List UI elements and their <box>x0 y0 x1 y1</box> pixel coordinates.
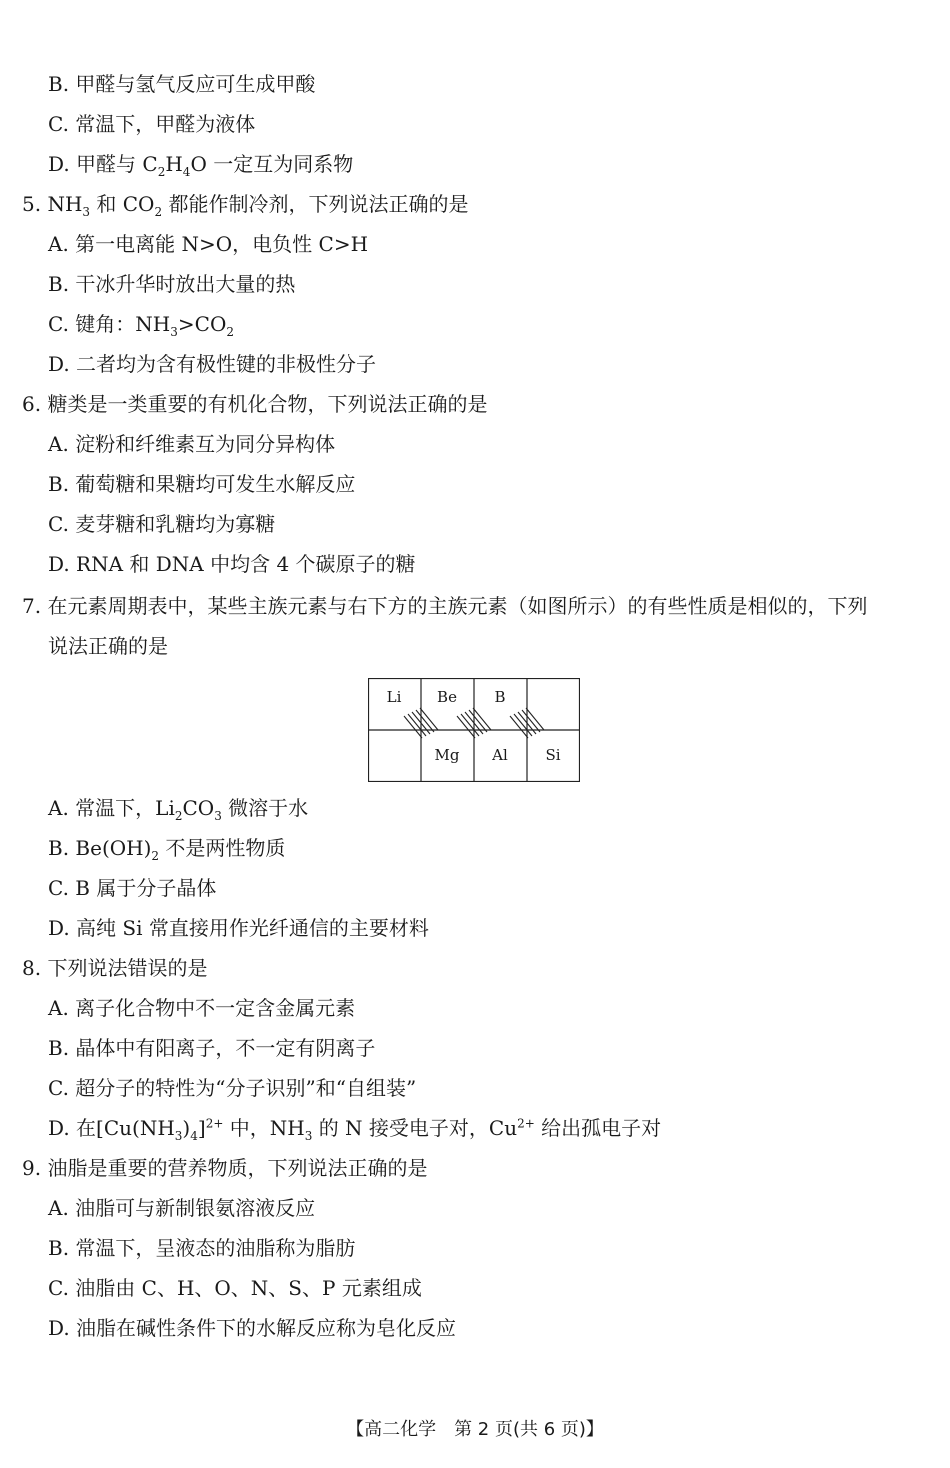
q9-option-b: B. 常温下，呈液态的油脂称为脂肪 <box>48 1236 356 1260</box>
q6-stem: 6. 糖类是一类重要的有机化合物，下列说法正确的是 <box>22 392 488 416</box>
q9-option-c: C. 油脂由 C、H、O、N、S、P 元素组成 <box>48 1276 422 1300</box>
cell-empty-bottom <box>368 730 420 782</box>
q5-option-b: B. 干冰升华时放出大量的热 <box>48 272 296 296</box>
q7-option-d: D. 高纯 Si 常直接用作光纤通信的主要材料 <box>48 916 429 940</box>
q4-option-c: C. 常温下，甲醛为液体 <box>48 112 256 136</box>
q9-stem: 9. 油脂是重要的营养物质，下列说法正确的是 <box>22 1156 428 1180</box>
q7-option-c: C. B 属于分子晶体 <box>48 876 217 900</box>
page-footer: 【高二化学 第 2 页(共 6 页)】 <box>346 1419 604 1440</box>
q7-option-a: A. 常温下，$Li_2CO_3$ 微溶于水 <box>48 796 309 823</box>
cell-b: B <box>494 688 506 706</box>
q5-option-c: C. 键角：$NH_3>CO_2$ <box>48 312 234 339</box>
q7-option-b: B. $Be(OH)_2$ 不是两性物质 <box>48 836 286 863</box>
q8-stem: 8. 下列说法错误的是 <box>22 956 208 980</box>
cell-empty-top <box>527 678 579 730</box>
q8-option-c: C. 超分子的特性为“分子识别”和“自组装” <box>48 1076 417 1100</box>
q6-option-d: D. RNA 和 DNA 中均含 4 个碳原子的糖 <box>48 552 416 576</box>
cell-be: Be <box>437 688 457 706</box>
q7-stem: 7. 在元素周期表中，某些主族元素与右下方的主族元素（如图所示）的有些性质是相似的，下列 <box>22 594 868 618</box>
q9-option-a: A. 油脂可与新制银氨溶液反应 <box>48 1196 316 1220</box>
q8-option-d: D. 在$[Cu(NH_3)_4]^{2+}$ 中，$NH_3$ 的 N 接受电子对，$Cu^{2+}$ 给出孤电子对 <box>48 1116 662 1143</box>
periodic-table-diagram <box>368 678 580 782</box>
q8-option-b: B. 晶体中有阳离子，不一定有阴离子 <box>48 1036 376 1060</box>
cell-mg: Mg <box>434 746 460 764</box>
q5-option-a: A. 第一电离能 N>O，电负性 C>H <box>48 232 369 256</box>
cell-li: Li <box>386 688 402 706</box>
q6-option-b: B. 葡萄糖和果糖均可发生水解反应 <box>48 472 356 496</box>
q5-option-d: D. 二者均为含有极性键的非极性分子 <box>48 352 377 376</box>
cell-si: Si <box>545 746 561 764</box>
q7-stem-cont: 说法正确的是 <box>48 634 168 658</box>
cell-al: Al <box>492 746 508 764</box>
q4-option-b: B. 甲醛与氢气反应可生成甲酸 <box>48 72 316 96</box>
q5-stem: 5. $NH_3$ 和 $CO_2$ 都能作制冷剂，下列说法正确的是 <box>22 192 469 219</box>
q9-option-d: D. 油脂在碱性条件下的水解反应称为皂化反应 <box>48 1316 457 1340</box>
q6-option-a: A. 淀粉和纤维素互为同分异构体 <box>48 432 336 456</box>
q8-option-a: A. 离子化合物中不一定含金属元素 <box>48 996 356 1020</box>
q6-option-c: C. 麦芽糖和乳糖均为寡糖 <box>48 512 276 536</box>
q4-option-d: D. 甲醛与 $C_2H_4O$ 一定互为同系物 <box>48 152 354 179</box>
